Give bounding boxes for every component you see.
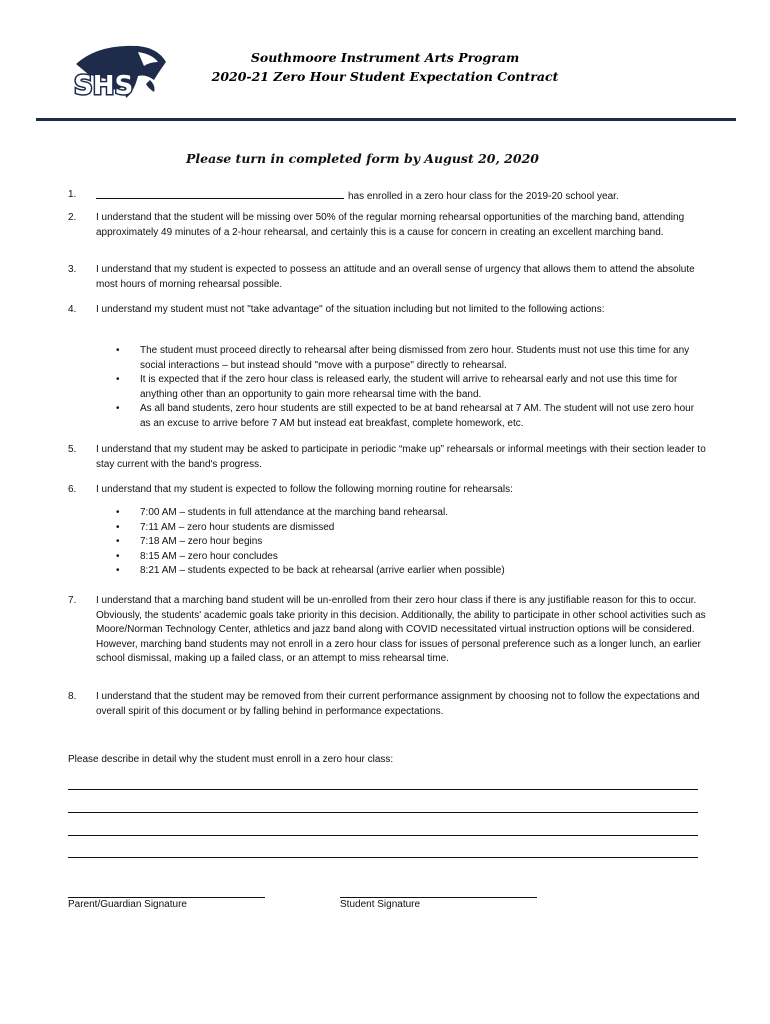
bullet-icon: • <box>116 403 120 414</box>
program-title: Southmoore Instrument Arts Program <box>250 50 520 65</box>
shs-panther-logo <box>68 40 168 104</box>
item-text: has enrolled in a zero hour class for the 2019-20 school year. <box>348 191 619 202</box>
reason-line-3[interactable] <box>68 835 698 836</box>
item-number: 6. <box>68 484 77 495</box>
item-text: I understand that my student may be asked to participate in periodic “make up” rehearsals or informal meetings with their section leader to stay current with the band's progress. <box>96 444 706 470</box>
deadline-heading: Please turn in completed form by August 20, 2020 <box>186 151 539 166</box>
contract-item-8 <box>68 690 708 719</box>
reason-line-4[interactable] <box>68 857 698 858</box>
reason-line-1[interactable] <box>68 789 698 790</box>
contract-item-6 <box>68 483 708 498</box>
document-header <box>180 48 590 86</box>
item-6-bullet-list <box>116 506 698 579</box>
item-text: I understand that my student is expected to follow the following morning routine for rehearsals: <box>96 484 513 495</box>
item-text: I understand that my student is expected to possess an attitude and an overall sense of urgency that allows them to attend the absolute most hours of morning rehearsal possible. <box>96 264 695 290</box>
list-item: • It is expected that if the zero hour class is released early, the student will arrive to rehearsal early and not use this time for anything other than an opportunity to gain more rehearsal time with the band. <box>116 374 678 400</box>
contract-item-4 <box>68 303 708 318</box>
parent-signature-line[interactable] <box>68 897 265 898</box>
list-item: • 7:18 AM – zero hour begins <box>116 535 698 550</box>
item-text: I understand my student must not "take advantage" of the situation including but not limited to the following actions: <box>96 304 605 315</box>
item-number: 1. <box>68 189 77 200</box>
list-item: • 8:21 AM – students expected to be back at rehearsal (arrive earlier when possible) <box>116 564 698 579</box>
item-number: 2. <box>68 212 77 223</box>
list-item: • 8:15 AM – zero hour concludes <box>116 550 698 565</box>
item-text: I understand that the student will be missing over 50% of the regular morning rehearsal opportunities of the marching band, attending approximately 49 minutes of a 2-hour rehearsal, and certainly this is a cause for concern in creating an excellent marching band. <box>96 212 685 238</box>
item-number: 7. <box>68 595 77 606</box>
contract-item-3 <box>68 263 708 292</box>
item-text: I understand that a marching band student will be un-enrolled from their zero hour class if there is any justifiable reason for this to occur. Obviously, the students' academic goals take priority in this decision. Additionally, the ability to participate in other school activities such as Moore/Norman Technology Center, athletics and jazz band along with COVID necessitated virtual instruction options will be considered. However, marching band students may not enroll in a zero hour class for issues of personal preference such as a longer lunch, an earlier school dismissal, making up a failed class, or an attempt to miss rehearsal time. <box>96 595 706 664</box>
list-item: • The student must proceed directly to rehearsal after being dismissed from zero hour. Students must not use this time for any social interactions – but instead should "move with a purpose" directly to rehearsal. <box>116 345 690 371</box>
student-signature-line[interactable] <box>340 897 537 898</box>
item-number: 4. <box>68 304 77 315</box>
parent-signature-label: Parent/Guardian Signature <box>68 899 187 910</box>
header-divider <box>36 118 736 121</box>
bullet-icon: • <box>116 521 120 533</box>
contract-item-1 <box>68 188 708 205</box>
describe-prompt: Please describe in detail why the student must enroll in a zero hour class: <box>68 754 394 765</box>
bullet-icon: • <box>116 550 120 562</box>
item-text: I understand that the student may be removed from their current performance assignment by choosing not to follow the expectations and overall spirit of this document or by falling behind in performance expectations. <box>96 691 700 717</box>
list-item: • As all band students, zero hour students are still expected to be at band rehearsal at 7 AM. The student will not use zero hour as an excuse to arrive before 7 AM but instead eat breakfast, complete homework, etc. <box>116 403 695 429</box>
list-item: • 7:00 AM – students in full attendance at the marching band rehearsal. <box>116 506 698 521</box>
svg-text:SHS: SHS <box>74 71 134 101</box>
contract-item-2 <box>68 211 708 240</box>
item-number: 8. <box>68 691 77 702</box>
item-number: 3. <box>68 264 77 275</box>
contract-item-7 <box>68 594 708 667</box>
student-name-field[interactable] <box>96 188 344 199</box>
contract-item-5 <box>68 443 708 472</box>
bullet-icon: • <box>116 507 120 518</box>
list-item: • 7:11 AM – zero hour students are dismissed <box>116 521 698 536</box>
bullet-icon: • <box>116 565 120 576</box>
student-signature-label: Student Signature <box>340 899 421 910</box>
item-number: 5. <box>68 444 77 455</box>
bullet-icon: • <box>116 374 120 385</box>
bullet-icon: • <box>116 536 120 547</box>
bullet-icon: • <box>116 345 120 356</box>
item-4-bullet-list <box>116 344 698 431</box>
contract-title: 2020-21 Zero Hour Student Expectation Contract <box>211 69 559 84</box>
reason-line-2[interactable] <box>68 812 698 813</box>
